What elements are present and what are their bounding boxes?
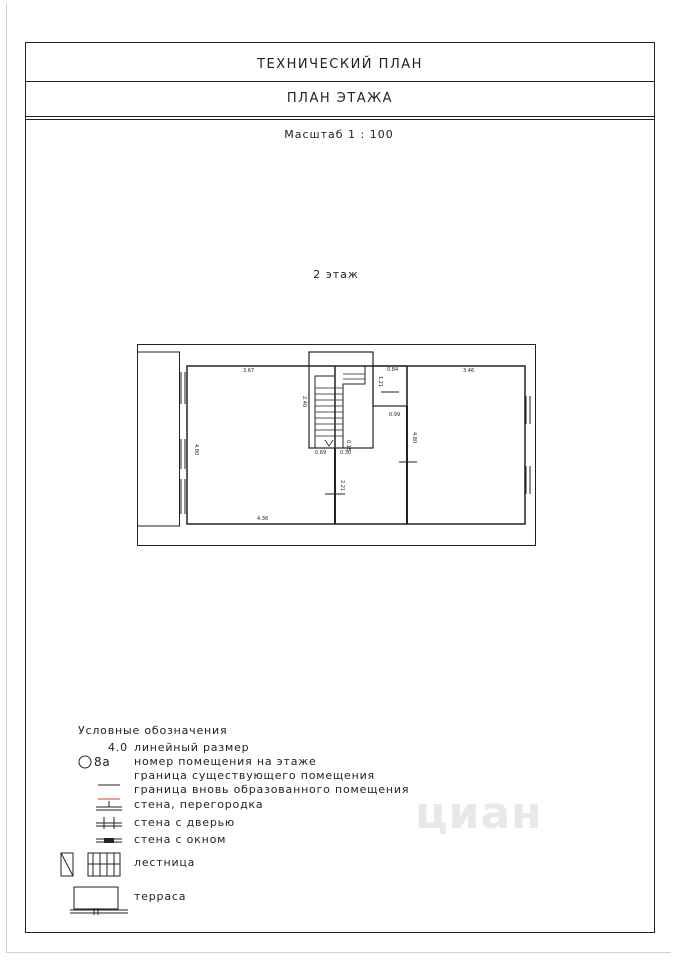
floor-label: 2 этаж [313,268,359,281]
dim-label: 1.21 [377,376,383,388]
terrace-icon [70,886,128,919]
title-divider [26,119,654,120]
stairs-icon [60,852,122,881]
wall-icon [96,799,122,816]
legend-label: стена, перегородка [134,798,264,811]
linear-size-symbol: 4.0 [108,741,128,754]
document-title: ТЕХНИЧЕСКИЙ ПЛАН [26,43,654,82]
dim-label: 3.46 [463,368,475,374]
dim-label: 0.15 [345,440,351,452]
dim-label: 0.30 [340,450,352,456]
legend-label: стена с дверью [134,816,235,829]
dim-label: 0.69 [315,450,327,456]
dim-label: 4.80 [193,444,199,456]
dim-label: 2.21 [339,480,345,492]
room-left [187,366,335,524]
legend-item-terrace [78,886,478,916]
window-icon [96,835,122,848]
legend-label: терраса [134,890,187,903]
terrace-block [138,352,180,526]
legend-label: граница существующего помещения [134,769,375,782]
dim-label: 4.36 [257,516,269,522]
left-windows [181,372,185,514]
room-number-symbol: 8а [94,755,111,769]
legend-label: номер помещения на этаже [134,755,317,768]
stair-steps [315,374,365,436]
dim-label: 4.80 [411,432,417,444]
dim-label: 0.84 [387,367,399,373]
legend-label: стена с окном [134,833,227,846]
watermark: циан [415,788,543,839]
dim-label: 0.99 [389,412,401,418]
dim-label: 2.40 [301,396,307,408]
dim-label: 3.67 [243,368,255,374]
door-icon [96,816,122,833]
legend-label: линейный размер [134,741,250,754]
right-windows [526,396,530,494]
document-subtitle: ПЛАН ЭТАЖА [26,81,654,117]
room-right [407,366,525,524]
legend-item-stairs [78,852,478,878]
floor-plan [137,344,537,548]
scale-label: Масштаб 1 : 100 [284,128,394,141]
legend-title: Условные обозначения [78,724,228,737]
legend-label: граница вновь образованного помещения [134,783,410,796]
legend-label: лестница [134,856,196,869]
